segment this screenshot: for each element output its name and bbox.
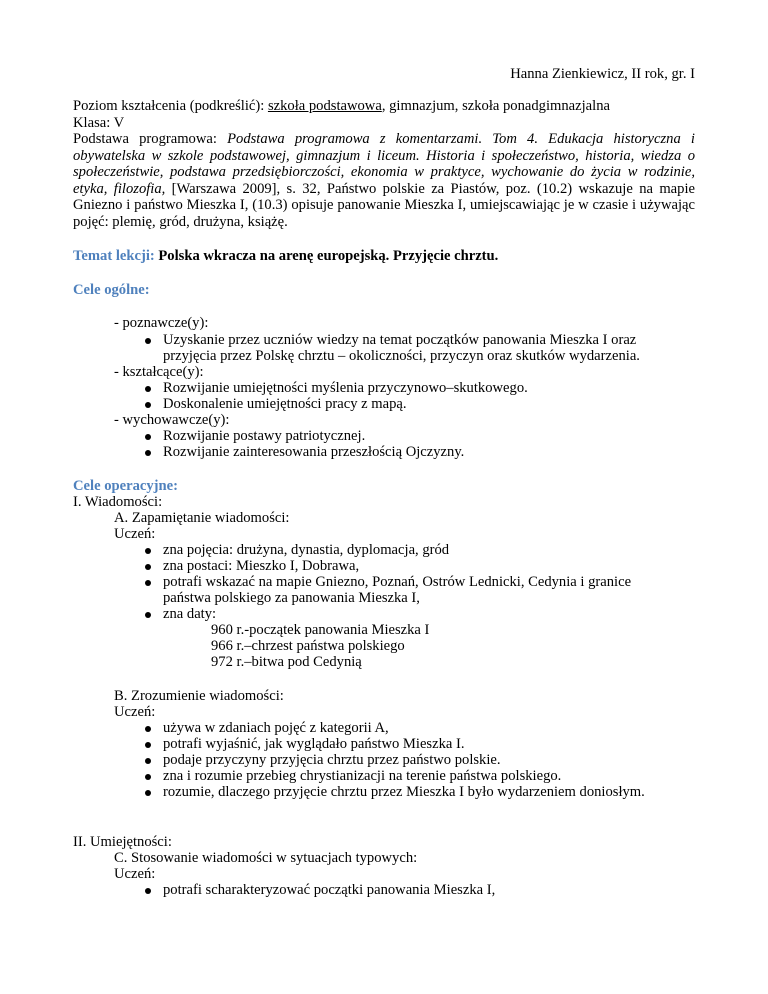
bullet-icon xyxy=(145,338,151,344)
date-item: 972 r.–bitwa pod Cedynią xyxy=(211,654,362,670)
bullet-icon xyxy=(145,774,151,780)
list-item: zna postaci: Mieszko I, Dobrawa, xyxy=(163,558,360,574)
knowledge-label: I. Wiadomości: xyxy=(73,494,163,510)
bullet-icon xyxy=(145,564,151,570)
list-item: potrafi wyjaśnić, jak wyglądało państwo Mieszka I. xyxy=(163,736,465,752)
date-item: 960 r.-początek panowania Mieszka I xyxy=(211,622,430,638)
section-c-title: C. Stosowanie wiadomości w sytuacjach typowych: xyxy=(114,850,418,866)
list-item: Rozwijanie zainteresowania przeszłością Ojczyzny. xyxy=(163,444,465,460)
student-label: Uczeń: xyxy=(114,704,156,720)
list-item: używa w zdaniach pojęć z kategorii A, xyxy=(163,720,389,736)
list-item: państwa polskiego za panowania Mieszka I, xyxy=(163,590,420,606)
list-item: potrafi wskazać na mapie Gniezno, Poznań, Ostrów Lednicki, Cedynia i granice xyxy=(163,574,632,590)
lesson-topic: Temat lekcji: Polska wkracza na arenę europejską. Przyjęcie chrztu. xyxy=(73,248,499,264)
bullet-icon xyxy=(145,450,151,456)
student-label: Uczeń: xyxy=(114,866,156,882)
operational-goals-heading: Cele operacyjne: xyxy=(73,478,178,494)
bullet-icon xyxy=(145,402,151,408)
class-line: Klasa: V xyxy=(73,114,125,131)
bullet-icon xyxy=(145,888,151,894)
bullet-icon xyxy=(145,612,151,618)
list-item: potrafi scharakteryzować początki panowania Mieszka I, xyxy=(163,882,496,898)
curriculum-basis: Podstawa programowa: Podstawa programowa z komentarzami. Tom 4. Edukacja historyczna i obywatelska w szkole podstawowej, gimnazjum i liceum. Historia i społeczeństwo, historia, wiedza o społeczeństwie, podstawa przedsiębiorczości, ekonomia w praktyce, wychowanie do życia w rodzinie, etyka, filozofia, [Warszawa 2009], s. 32, Państwo polskie za Piastów, poz. (10.2) wskazuje na mapie Gniezno i państwo Mieszka I, (10.3) opisuje panowanie Mieszka I, umiejscawiając je w czasie i używając pojęć: plemię, gród, drużyna, książę. xyxy=(73,131,695,230)
list-item: podaje przyczyny przyjęcia chrztu przez państwo polskie. xyxy=(163,752,501,768)
author-line: Hanna Zienkiewicz, II rok, gr. I xyxy=(510,66,695,82)
bullet-icon xyxy=(145,434,151,440)
list-item: rozumie, dlaczego przyjęcie chrztu przez Mieszka I było wydarzeniem doniosłym. xyxy=(163,784,645,800)
list-item: Rozwijanie postawy patriotycznej. xyxy=(163,428,366,444)
list-item: Rozwijanie umiejętności myślenia przyczynowo–skutkowego. xyxy=(163,380,528,396)
general-goals-heading: Cele ogólne: xyxy=(73,282,150,298)
list-item: zna i rozumie przebieg chrystianizacji na terenie państwa polskiego. xyxy=(163,768,562,784)
bullet-icon xyxy=(145,726,151,732)
bullet-icon xyxy=(145,758,151,764)
list-item: Uzyskanie przez uczniów wiedzy na temat początków panowania Mieszka I oraz xyxy=(163,332,637,348)
list-item: przyjęcia przez Polskę chrztu – okoliczności, przyczyn oraz skutków wydarzenia. xyxy=(163,348,640,364)
curriculum-title: Podstawa programowa z komentarzami. Tom 4. Edukacja historyczna i obywatelska w szkole podstawowej, gimnazjum i liceum. Historia i społeczeństwo, historia, wiedza o społeczeństwie, podstawa przedsiębiorczości, ekonomia w praktyce, wychowanie do życia w rodzinie, etyka, filozofia, xyxy=(73,131,695,197)
selected-level: szkoła podstawowa xyxy=(267,98,382,114)
upbringing-label: - wychowawcze(y): xyxy=(114,412,230,428)
bullet-icon xyxy=(145,742,151,748)
list-item: zna pojęcia: drużyna, dynastia, dyplomacja, gród xyxy=(163,542,450,558)
skills-label: II. Umiejętności: xyxy=(73,834,172,850)
bullet-icon xyxy=(145,580,151,586)
education-level: Poziom kształcenia (podkreślić): szkoła podstawowa, gimnazjum, szkoła ponadgimnazjalna xyxy=(73,98,610,114)
educational-label: - kształcące(y): xyxy=(114,364,204,380)
student-label: Uczeń: xyxy=(114,526,156,542)
list-item: Doskonalenie umiejętności pracy z mapą. xyxy=(163,396,407,412)
bullet-icon xyxy=(145,790,151,796)
cognitive-label: - poznawcze(y): xyxy=(114,315,209,331)
intro-block xyxy=(73,98,695,230)
date-item: 966 r.–chrzest państwa polskiego xyxy=(211,638,405,654)
section-a-title: A. Zapamiętanie wiadomości: xyxy=(114,510,290,526)
list-item: zna daty: xyxy=(163,606,217,622)
section-b-title: B. Zrozumienie wiadomości: xyxy=(114,688,284,704)
bullet-icon xyxy=(145,548,151,554)
bullet-icon xyxy=(145,386,151,392)
